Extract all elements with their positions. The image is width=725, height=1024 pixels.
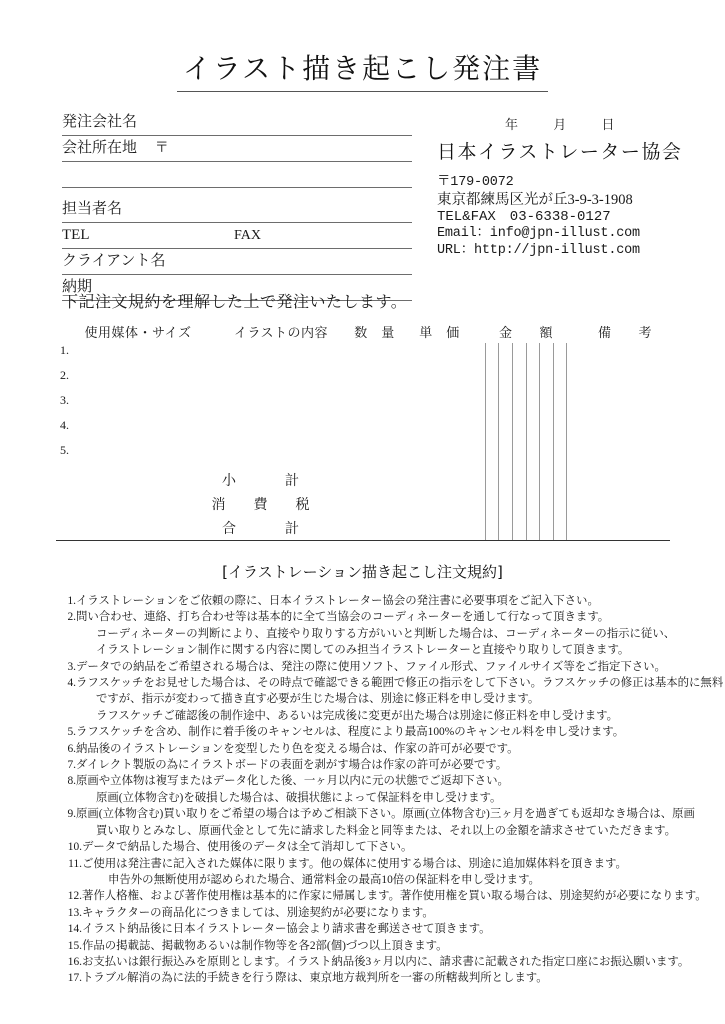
terms-item-text: コーディネーターの判断により、直接やり取りする方がいいと判断した場合は、コーディネーターの指示に従い、: [96, 627, 676, 640]
amount-digit-grid: [472, 418, 580, 443]
cell-amount[interactable]: [472, 418, 580, 443]
grand-total-label: 合 計: [56, 516, 472, 541]
terms-item: [62, 708, 702, 724]
amount-digit-grid: [472, 443, 580, 468]
date-year-label: 年: [505, 117, 520, 132]
col-header-remarks: 備 考: [597, 325, 652, 340]
totals-row-grand-total: [56, 516, 670, 541]
terms-item: [62, 888, 707, 904]
tax-remarks[interactable]: [580, 492, 670, 516]
cell-unit-price[interactable]: [407, 343, 472, 368]
cell-quantity[interactable]: [342, 393, 407, 418]
order-table: [56, 320, 670, 541]
terms-item-number: [62, 691, 76, 707]
cell-content[interactable]: [220, 343, 342, 368]
cell-remarks[interactable]: [580, 393, 670, 418]
tax-label: 消 費 税: [211, 498, 317, 513]
terms-item-number: 17.: [67, 972, 82, 985]
cell-unit-price[interactable]: [407, 443, 472, 468]
order-table-container: [56, 320, 670, 541]
cell-amount[interactable]: [472, 443, 580, 468]
field-row-tel-fax[interactable]: [62, 223, 412, 249]
grand-total-remarks[interactable]: [580, 516, 670, 541]
cell-remarks[interactable]: [580, 443, 670, 468]
field-label-client-name: クライアント名: [62, 253, 166, 269]
organization-contact: [437, 176, 682, 257]
page-title-container: [0, 47, 725, 92]
terms-item-text: 納品後のイラストレーションを変型したり色を変える場合は、作家の許可が必要です。: [76, 742, 519, 755]
terms-item-text: お支払いは銀行振込みを原則とします。イラスト納品後3ヶ月以内に、請求書に記載された指定口座にお振込願います。: [82, 955, 690, 968]
cell-quantity[interactable]: [342, 443, 407, 468]
terms-item: [62, 675, 724, 691]
order-table-body: [56, 343, 670, 541]
terms-item-number: 15.: [67, 939, 82, 952]
field-label-tel: TEL: [62, 227, 90, 243]
cell-content[interactable]: [220, 418, 342, 443]
organization-name: 日本イラストレーター協会: [437, 142, 683, 163]
col-header-amount: 金 額: [498, 325, 553, 340]
cell-quantity[interactable]: [342, 343, 407, 368]
terms-item-number: 10.: [67, 841, 82, 854]
cell-amount[interactable]: [472, 368, 580, 393]
terms-item-number: 16.: [67, 955, 82, 968]
terms-item-text: 買い取りとみなし、原画代金として先に請求した料金と同等または、それ以上の金額を請求させていただきます。: [96, 824, 677, 837]
terms-item: [62, 741, 702, 757]
row-number: 3.: [60, 393, 69, 407]
terms-item-text: イラスト納品後に日本イラストレーター協会より請求書を郵送させて頂きます。: [82, 923, 491, 936]
cell-amount[interactable]: [472, 343, 580, 368]
cell-remarks[interactable]: [580, 343, 670, 368]
terms-item: [62, 856, 702, 872]
terms-item-number: [62, 823, 76, 839]
terms-item: [62, 757, 702, 773]
field-label-due-date: 納期: [62, 279, 93, 295]
terms-item-text: キャラクターの商品化につきましては、別途契約が必要になります。: [82, 906, 434, 919]
field-row-client-name[interactable]: [62, 249, 412, 275]
terms-item: [62, 872, 702, 888]
organization-telfax: TEL&FAX 03-6338-0127: [437, 209, 611, 225]
terms-item-text: ご使用は発注書に記入された媒体に限ります。他の媒体に使用する場合は、別途に追加媒体料を頂きます。: [82, 857, 627, 870]
terms-item: [62, 691, 702, 707]
terms-item-text: ラフスケッチを含め、制作に着手後のキャンセルは、程度により最高100%のキャンセル料を申し受けます。: [76, 726, 625, 739]
terms-item-text: イラストレーション制作に関する内容に関してのみ担当イラストレーターと直接やり取りして頂きます。: [96, 644, 630, 657]
cell-content[interactable]: [220, 368, 342, 393]
terms-item: [62, 954, 702, 970]
terms-item-text: トラブル解消の為に法的手続きを行う際は、東京地方裁判所を一審の所轄裁判所とします。: [82, 972, 548, 985]
terms-item-text: 作品の掲載誌、掲載物あるいは制作物等を各2部(個)づつ以上頂きます。: [82, 939, 448, 952]
terms-item-text: 原画(立体物含む)を破損した場合は、破損状態によって保証料を申し受けます。: [96, 791, 502, 804]
cell-unit-price[interactable]: [407, 393, 472, 418]
cell-unit-price[interactable]: [407, 368, 472, 393]
terms-list: [62, 593, 724, 987]
cell-quantity[interactable]: [342, 368, 407, 393]
postal-mark-icon: 〒: [154, 141, 169, 156]
date-month-label: 月: [553, 117, 568, 132]
field-label-company-address: 会社所在地: [62, 140, 138, 156]
terms-item-text: 原画(立体物含む)買い取りをご希望の場合は予めご相談下さい。原画(立体物含む)三ヶ月を過ぎても返却なき場合は、原画: [76, 808, 695, 821]
amount-digit-grid: [472, 343, 580, 368]
field-spacer: [62, 188, 412, 197]
terms-heading: [イラストレーション描き起こし注文規約]: [222, 563, 503, 581]
subtotal-label: 小 計: [222, 474, 306, 489]
subtotal-remarks[interactable]: [580, 468, 670, 492]
cell-remarks[interactable]: [580, 368, 670, 393]
terms-item: [62, 609, 702, 625]
terms-item-number: 9.: [67, 808, 76, 821]
field-row-company-address[interactable]: [62, 136, 412, 162]
terms-item-text: 申告外の無断使用が認められた場合、通常料金の最高10倍の保証料を申し受けます。: [108, 873, 540, 886]
organization-address: 東京都練馬区光が丘3-9-3-1908: [437, 191, 633, 208]
table-row[interactable]: [56, 368, 670, 393]
row-number: 4.: [60, 418, 69, 432]
terms-item: [62, 626, 702, 642]
terms-item-number: 3.: [67, 660, 76, 673]
terms-item-number: [62, 642, 76, 658]
amount-digit-grid: [472, 492, 580, 516]
terms-item-number: [62, 790, 76, 806]
col-header-content: イラストの内容: [233, 325, 329, 340]
col-header-unit-price: 単 価: [419, 325, 460, 340]
totals-row-subtotal: [56, 468, 670, 492]
amount-digit-grid: [472, 368, 580, 393]
terms-item-number: 14.: [67, 923, 82, 936]
terms-item-text: ラフスケッチご確認後の制作途中、あるいは完成後に変更が出た場合は別途に修正料を申し受けます。: [96, 709, 619, 722]
terms-item-text: イラストレーションをご依頼の際に、日本イラストレーター協会の発注書に必要事項をご記入下さい。: [76, 595, 599, 607]
customer-fields: [62, 110, 412, 301]
terms-item-text: 原画や立体物は複写またはデータ化した後、一ヶ月以内に元の状態でご返却下さい。: [76, 775, 509, 788]
terms-item-number: 5.: [67, 726, 76, 739]
cell-quantity[interactable]: [342, 418, 407, 443]
terms-item-number: 4.: [67, 677, 76, 690]
field-label-company-name: 発注会社名: [62, 114, 138, 130]
terms-item-number: 7.: [67, 759, 76, 772]
terms-item-number: 1.: [67, 595, 76, 607]
row-number: 5.: [60, 443, 69, 457]
cell-unit-price[interactable]: [407, 418, 472, 443]
cell-amount[interactable]: [472, 393, 580, 418]
totals-row-tax: [56, 492, 670, 516]
terms-item-text: データでの納品をご希望される場合は、発注の際に使用ソフト、ファイル形式、ファイルサイズ等をご指定下さい。: [76, 660, 666, 673]
terms-item: [62, 642, 702, 658]
terms-item: [62, 790, 702, 806]
terms-item-text: データで納品した場合、使用後のデータは全て消却して下さい。: [82, 841, 413, 854]
date-line: [505, 114, 616, 133]
order-table-header-row: [56, 320, 670, 343]
row-number: 1.: [60, 343, 69, 357]
page-title: イラスト描き起こし発注書: [177, 47, 548, 92]
tax-amount[interactable]: [472, 492, 580, 516]
amount-digit-grid: [472, 516, 580, 540]
terms-item-text: ですが、指示が変わって描き直す必要が生じた場合は、別途に修正料を申し受けます。: [96, 693, 540, 706]
terms-item-text: 問い合わせ、連絡、打ち合わせ等は基本的に全て当協会のコーディネーターを通して行なって頂きます。: [76, 611, 610, 624]
cell-content[interactable]: [220, 393, 342, 418]
terms-item: [62, 905, 702, 921]
terms-item-number: [62, 626, 76, 642]
agreement-statement: 下記注文規約を理解した上で発注いたします。: [62, 294, 408, 311]
amount-digit-grid: [472, 468, 580, 492]
organization-block: [437, 143, 682, 260]
terms-item: [62, 823, 702, 839]
col-header-media: 使用媒体・サイズ: [84, 325, 192, 340]
terms-item: [62, 593, 702, 609]
subtotal-amount[interactable]: [472, 468, 580, 492]
terms-item: [62, 938, 702, 954]
terms-item: [62, 773, 702, 789]
terms-item: [62, 921, 702, 937]
terms-item-number: [62, 872, 82, 888]
amount-digit-grid: [472, 393, 580, 418]
organization-email: Email：info@jpn-illust.com: [437, 226, 640, 241]
terms-item-number: [62, 708, 76, 724]
organization-postal-code: 〒179-0072: [437, 175, 514, 190]
row-number: 2.: [60, 368, 69, 382]
terms-item-number: 6.: [67, 742, 76, 755]
terms-item-text: 著作人格権、および著作使用権は基本的に作家に帰属します。著作使用権を買い取る場合は、別途契約が必要になります。: [82, 890, 707, 903]
terms-item: [62, 806, 702, 822]
cell-content[interactable]: [220, 443, 342, 468]
field-row-address-continued[interactable]: [62, 162, 412, 188]
organization-url[interactable]: URL：http://jpn-illust.com: [437, 242, 640, 258]
terms-item-number: 11.: [68, 857, 82, 870]
field-row-contact-person[interactable]: [62, 197, 412, 223]
terms-item-number: 2.: [67, 611, 76, 624]
grand-total-amount[interactable]: [472, 516, 580, 541]
table-row[interactable]: [56, 443, 670, 468]
field-label-fax: FAX: [234, 228, 261, 243]
terms-item-text: ダイレクト製版の為にイラストボードの表面を剥がす場合は作家の許可が必要です。: [76, 759, 508, 772]
terms-item-number: 8.: [67, 775, 76, 788]
terms-item: [62, 970, 702, 986]
terms-item-text: ラフスケッチをお見せした場合は、その時点で確認できる範囲で修正の指示をして下さい。ラフスケッチの修正は基本的に無料: [76, 677, 724, 690]
table-row[interactable]: [56, 418, 670, 443]
table-row[interactable]: [56, 343, 670, 368]
field-label-contact-person: 担当者名: [62, 201, 123, 217]
date-day-label: 日: [601, 117, 616, 132]
terms-item: [62, 659, 702, 675]
field-row-company-name[interactable]: [62, 110, 412, 136]
cell-remarks[interactable]: [580, 418, 670, 443]
terms-item-number: 13.: [67, 906, 82, 919]
terms-item: [62, 724, 702, 740]
terms-item-number: 12.: [67, 890, 82, 903]
table-row[interactable]: [56, 393, 670, 418]
terms-item: [62, 839, 702, 855]
col-header-quantity: 数 量: [354, 325, 395, 340]
